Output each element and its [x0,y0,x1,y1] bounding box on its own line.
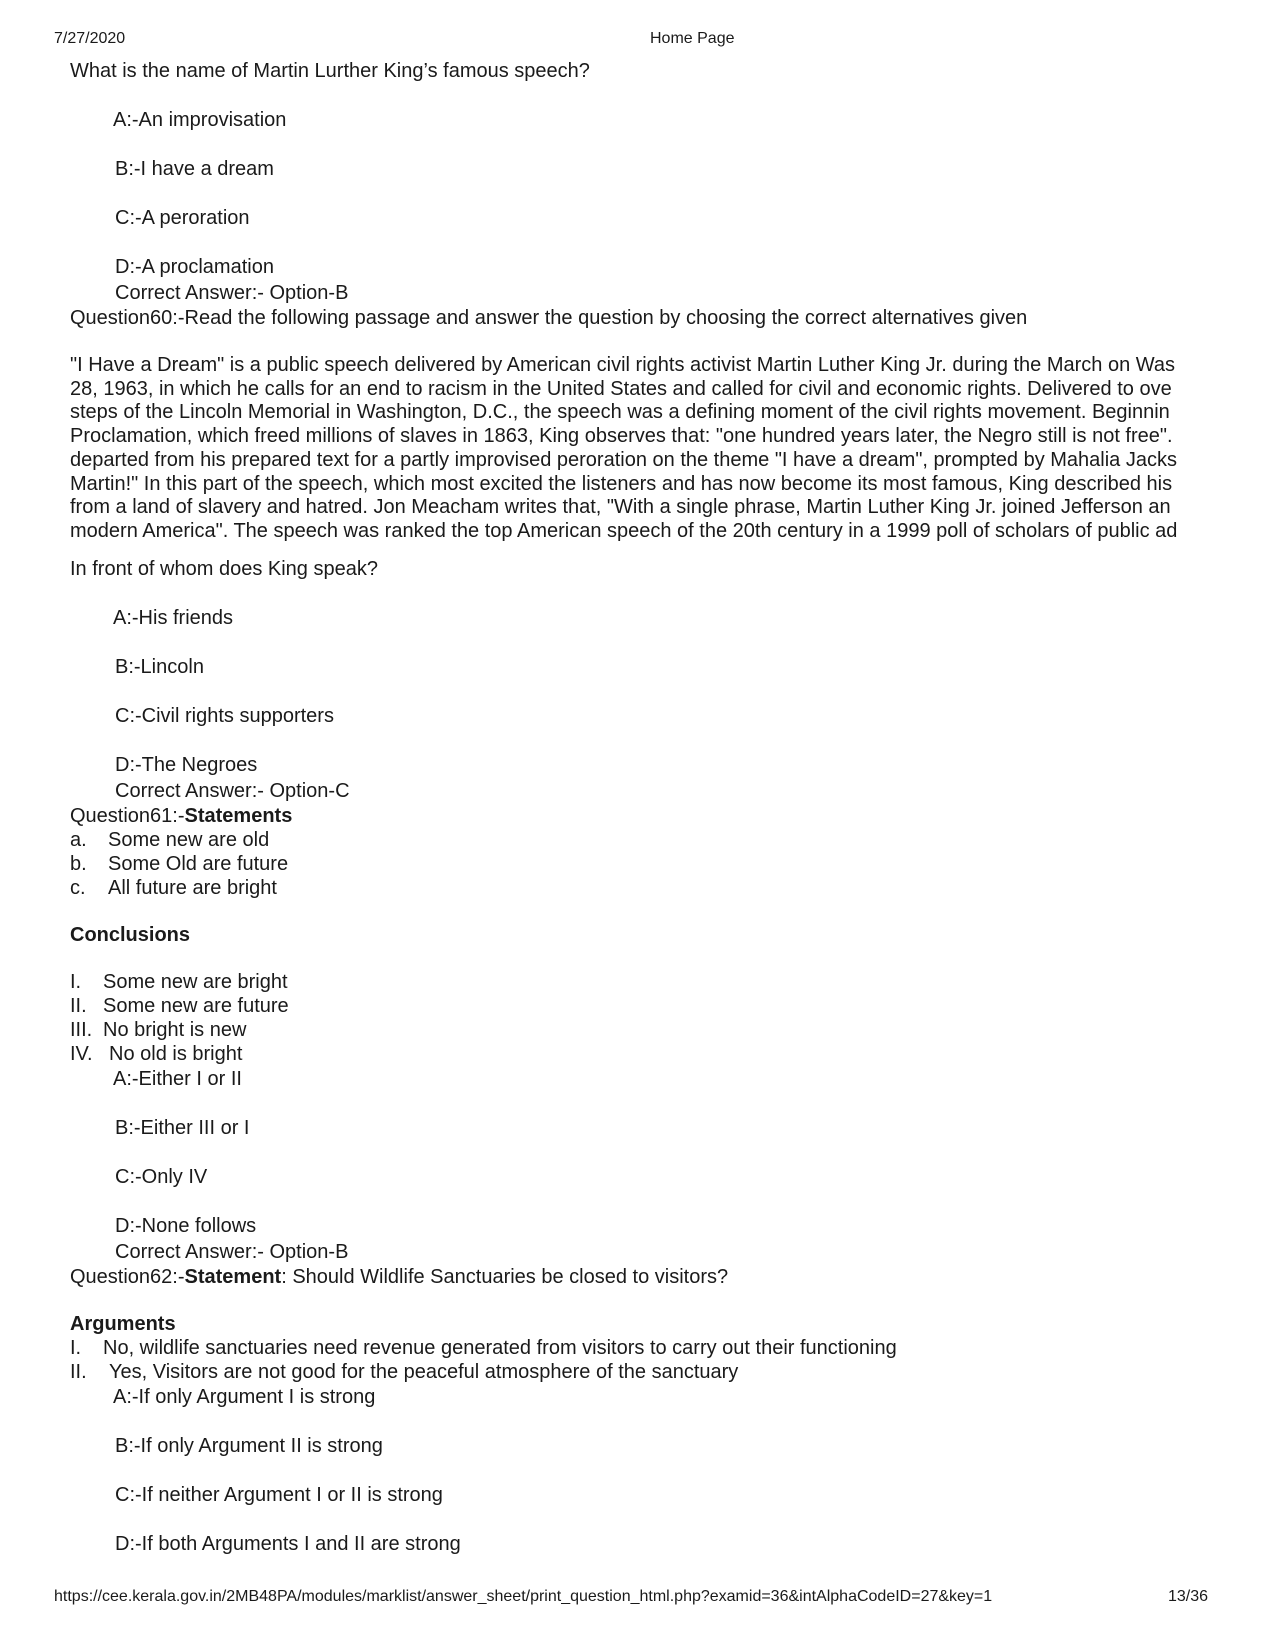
list-marker: III. [70,1019,93,1041]
q61-option-c: C:-Only IV [115,1166,208,1188]
list-marker: II. [70,995,87,1017]
q61-conclusion-1 [70,971,288,994]
page-url: https://cee.kerala.gov.in/2MB48PA/modules/marklist/answer_sheet/print_question_html.php?examid=36&intAlphaCodeID=27&key=1 [54,1588,993,1605]
q60-option-a: A:-His friends [113,607,234,629]
q61-conclusion-2 [70,995,289,1018]
list-marker: a. [70,829,87,851]
list-marker: I. [70,1337,82,1359]
conclusion-text: No old is bright [109,1043,243,1065]
q61-label: Question61:- [70,805,185,827]
q61-statement-c [70,877,277,900]
page-number: 13/36 [1168,1588,1209,1605]
passage-line: 28, 1963, in which he calls for an end to racism in the United States and called for civil and economic rights. Delivered to ove [70,377,1172,400]
passage-line: Martin!" In this part of the speech, which most excited the listeners and has now become its most famous, King described his [70,472,1173,495]
q62-option-a: A:-If only Argument I is strong [113,1386,376,1408]
statement-text: All future are bright [108,877,277,899]
passage-line: modern America". The speech was ranked the top American speech of the 20th century in a 1999 poll of scholars of public ad [70,519,1178,542]
conclusion-text: Some new are future [103,995,289,1017]
argument-text: Yes, Visitors are not good for the peaceful atmosphere of the sanctuary [109,1361,739,1383]
passage-line: departed from his prepared text for a partly improvised peroration on the theme "I have a dream", prompted by Mahalia Jacks [70,448,1177,471]
passage-line: steps of the Lincoln Memorial in Washington, D.C., the speech was a defining moment of the civil rights movement. Beginnin [70,401,1170,424]
page-title: Home Page [650,30,735,47]
print-date: 7/27/2020 [54,30,126,47]
q62-header [70,1266,728,1289]
q61-header [70,805,292,828]
q61-conclusions-heading [70,924,190,947]
q60-correct-answer: Correct Answer:- Option-C [115,780,350,802]
q60-option-d: D:-The Negroes [115,754,258,776]
q61-option-d: D:-None follows [115,1215,257,1237]
q60-question: In front of whom does King speak? [70,558,378,580]
q60-passage [70,354,1220,544]
q62-statement-text: : Should Wildlife Sanctuaries be closed to visitors? [281,1266,729,1288]
q59-option-d: D:-A proclamation [115,256,274,278]
statement-text: Some Old are future [108,853,289,875]
q59-text: What is the name of Martin Lurther King’s famous speech? [70,60,590,82]
q61-conclusion-4 [70,1043,242,1066]
statement-text: Some new are old [108,829,270,851]
q61-correct-answer: Correct Answer:- Option-B [115,1241,349,1263]
q60-option-c: C:-Civil rights supporters [115,705,334,727]
q62-argument-1 [70,1337,897,1360]
list-marker: IV. [70,1043,93,1065]
q61-statement-a [70,829,269,852]
q62-argument-2 [70,1361,738,1384]
q59-option-b: B:-I have a dream [115,158,274,180]
conclusions-heading-text: Conclusions [70,924,191,946]
q62-option-b: B:-If only Argument II is strong [115,1435,383,1457]
q60-instruction: Read the following passage and answer the question by choosing the correct alternatives given [184,307,1028,329]
q62-option-c: C:-If neither Argument I or II is strong [115,1484,443,1506]
q60-label: Question60:- [70,307,185,329]
q59-option-c: C:-A peroration [115,207,250,229]
list-marker: c. [70,877,86,899]
q59-option-a: A:-An improvisation [113,109,287,131]
passage-line: Proclamation, which freed millions of slaves in 1863, King observes that: "one hundred years later, the Negro still is not free". [70,425,1173,448]
q61-conclusion-3 [70,1019,246,1042]
arguments-heading-text: Arguments [70,1313,176,1335]
q61-statement-b [70,853,288,876]
q59-correct-answer: Correct Answer:- Option-B [115,282,349,304]
q61-statements-heading: Statements [184,805,293,827]
q61-option-b: B:-Either III or I [115,1117,250,1139]
q60-option-b: B:-Lincoln [115,656,204,678]
list-marker: I. [70,971,82,993]
list-marker: b. [70,853,87,875]
q62-option-d: D:-If both Arguments I and II are strong [115,1533,461,1555]
q60-header [70,307,1027,330]
q62-label: Question62:- [70,1266,185,1288]
list-marker: II. [70,1361,87,1383]
q62-arguments-heading [70,1313,176,1336]
q61-option-a: A:-Either I or II [113,1068,242,1090]
passage-line: from a land of slavery and hatred. Jon Meacham writes that, "With a single phrase, Martin Luther King Jr. joined Jefferson an [70,496,1171,519]
argument-text: No, wildlife sanctuaries need revenue generated from visitors to carry out their functioning [103,1337,897,1359]
conclusion-text: No bright is new [103,1019,247,1041]
q62-statement-bold: Statement [184,1266,282,1288]
conclusion-text: Some new are bright [103,971,288,993]
passage-line: "I Have a Dream" is a public speech delivered by American civil rights activist Martin Luther King Jr. during the March on Was [70,354,1176,376]
